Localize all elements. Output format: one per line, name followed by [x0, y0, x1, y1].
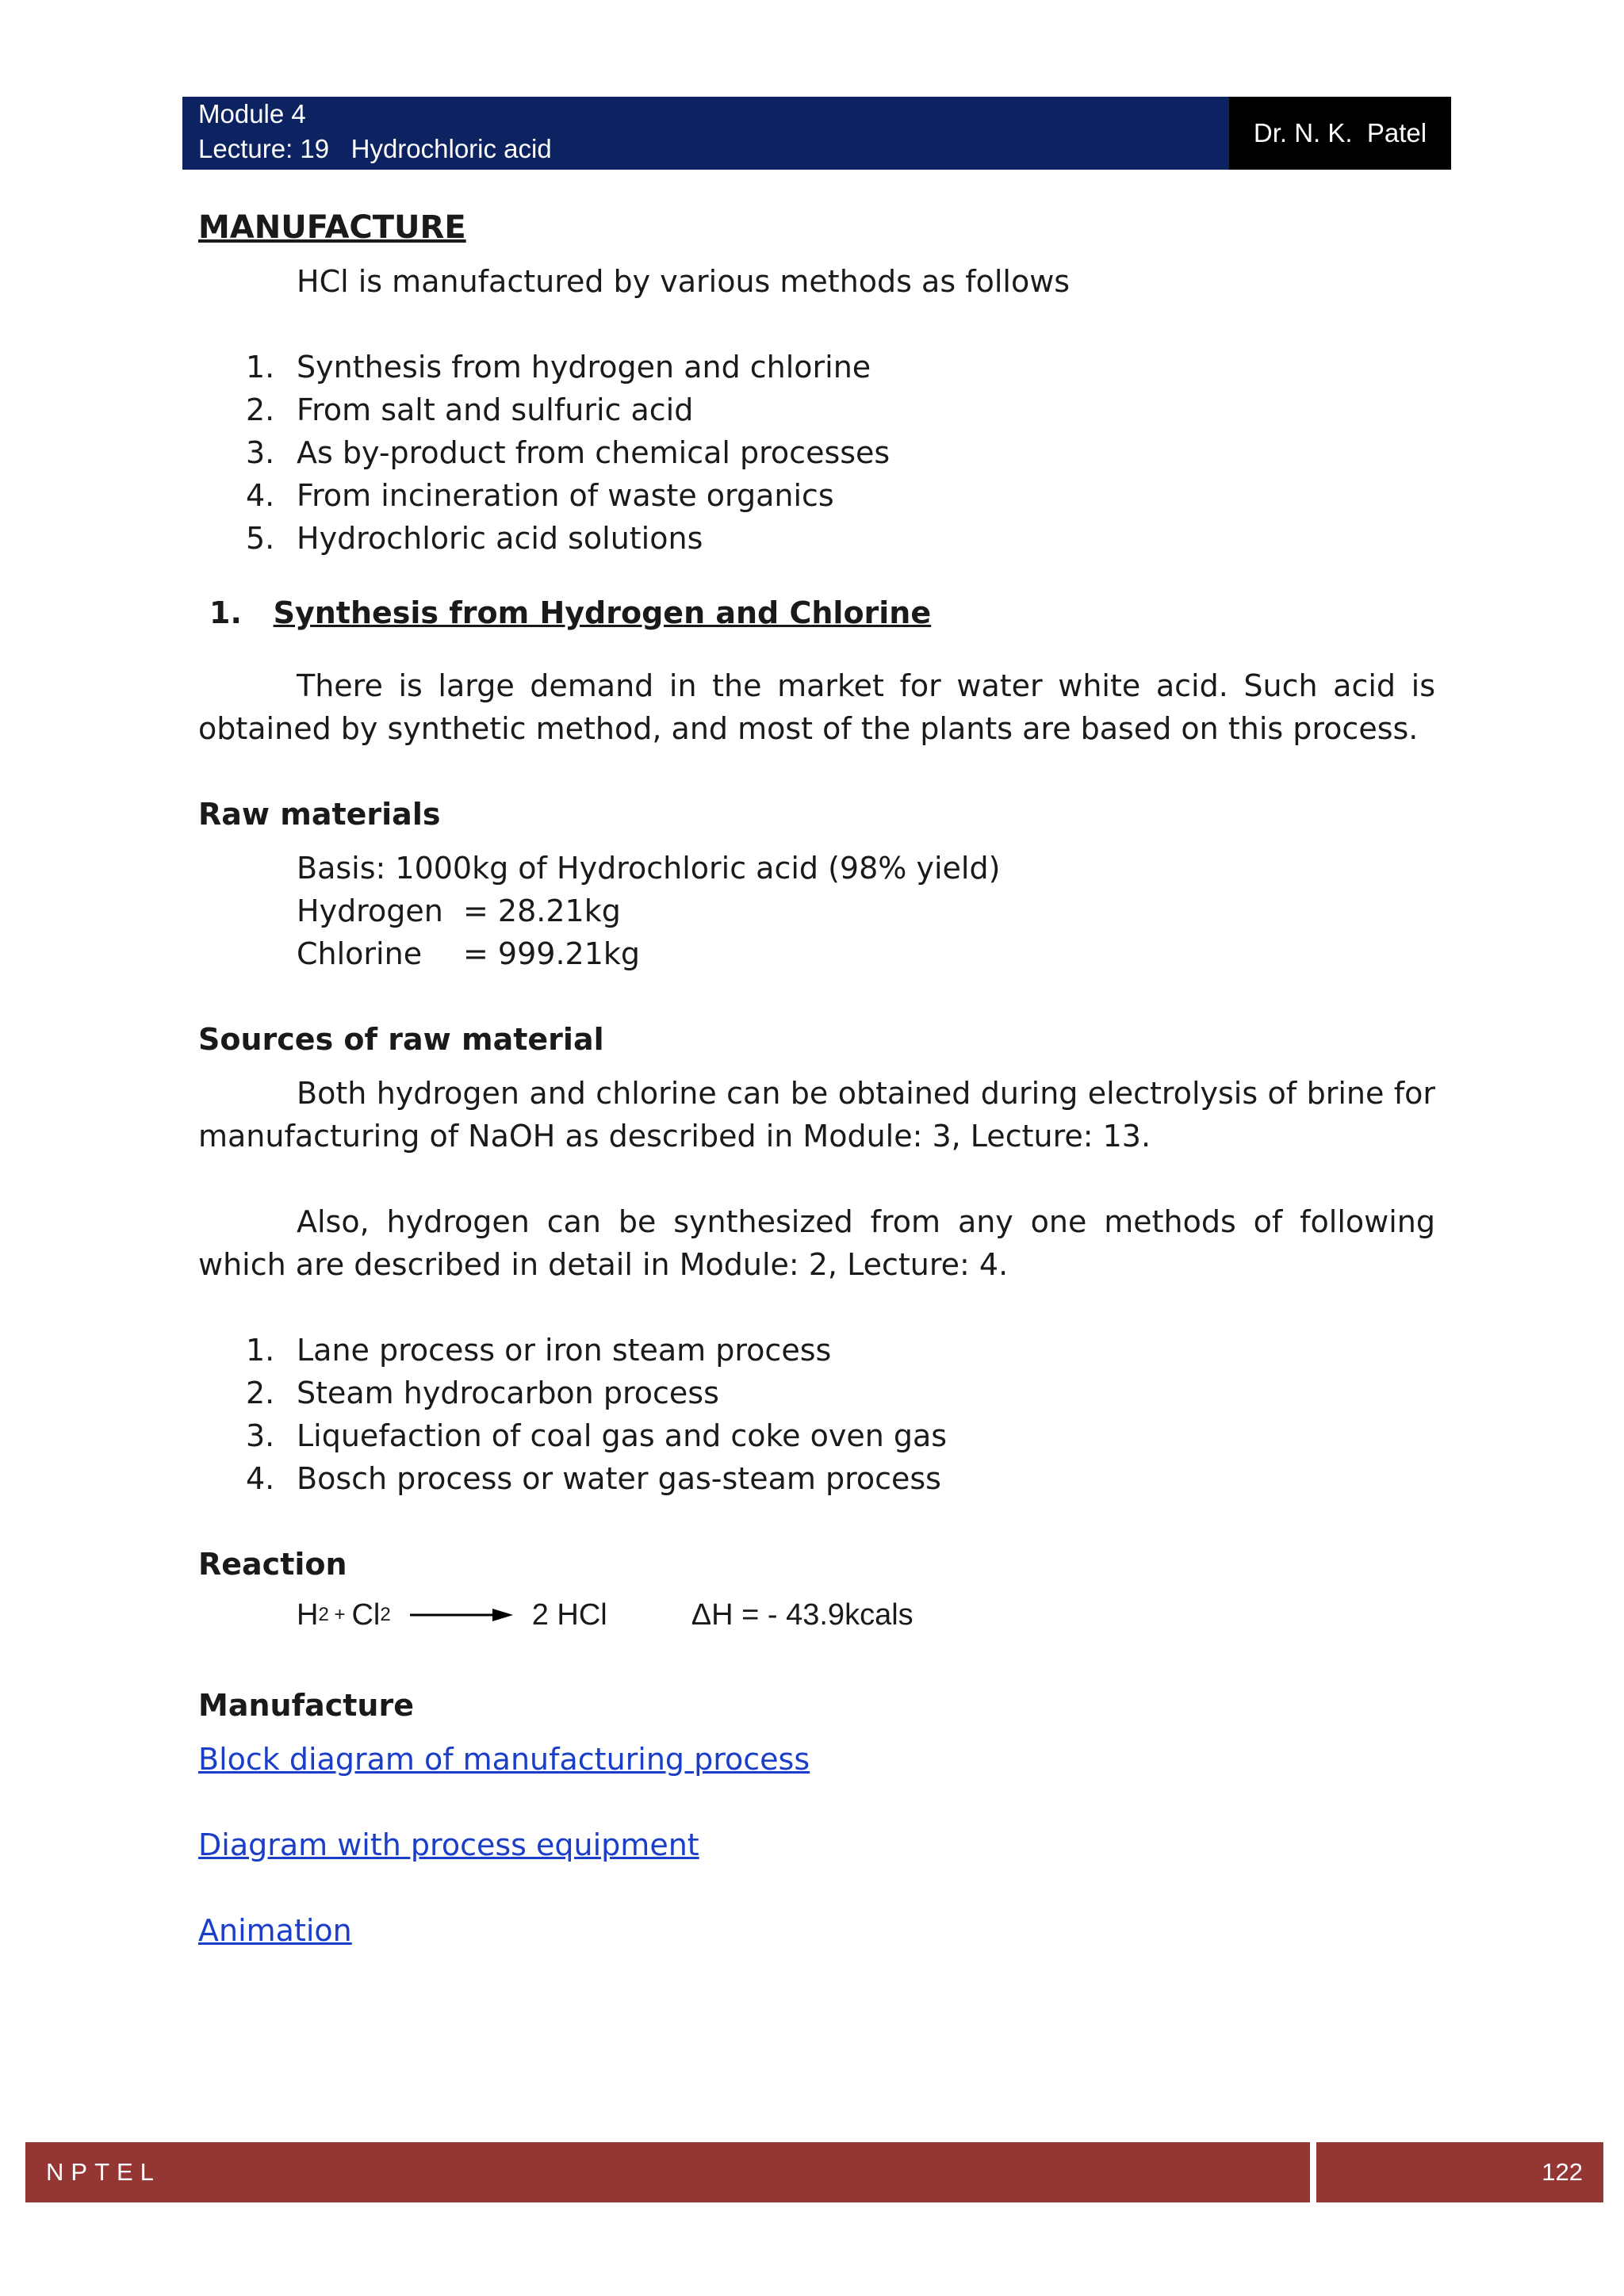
header-lecture: Lecture: 19 Hydrochloric acid [198, 134, 552, 163]
synthesis-paragraph: There is large demand in the market for water white acid. Such acid is obtained by synthetic method, and most of the plants are based on this process. [198, 668, 1435, 746]
block-diagram-link[interactable]: Block diagram of manufacturing process [198, 1742, 810, 1777]
reaction-product: 2 HCl [531, 1598, 607, 1632]
animation-link[interactable]: Animation [198, 1913, 352, 1948]
sources-paragraph-1: Both hydrogen and chlorine can be obtained during electrolysis of brine for manufacturing of NaOH as described in Module: 3, Lecture: 13. [198, 1076, 1435, 1154]
raw-material-row: Hydrogen = 28.21kg [297, 894, 621, 928]
list-item: 1. Lane process or iron steam process [246, 1333, 832, 1368]
raw-materials-heading: Raw materials [198, 797, 441, 832]
list-item: 4. Bosch process or water gas-steam process [246, 1461, 941, 1496]
header-module-bar [182, 97, 1229, 170]
subsection-number: 1. [209, 595, 242, 630]
reaction-enthalpy: ΔH = - 43.9kcals [691, 1598, 914, 1632]
list-item: 4. From incineration of waste organics [246, 478, 834, 513]
sources-paragraph-2: Also, hydrogen can be synthesized from any one methods of following which are described in detail in Module: 2, Lecture: 4. [198, 1204, 1435, 1282]
reactant-h-sub: 2 + [318, 1604, 346, 1625]
list-item: 3. As by-product from chemical processes [246, 435, 891, 470]
list-item: 5. Hydrochloric acid solutions [246, 521, 703, 556]
reaction-arrow-icon [410, 1607, 513, 1623]
section-title: MANUFACTURE [198, 209, 466, 246]
list-item: 1. Synthesis from hydrogen and chlorine [246, 350, 871, 385]
list-item: 2. From salt and sulfuric acid [246, 392, 694, 427]
basis-text: Basis: 1000kg of Hydrochloric acid (98% yield) [297, 851, 1001, 886]
page-number: 122 [1542, 2158, 1583, 2186]
reactant-cl-sub: 2 [380, 1604, 391, 1625]
page-content [198, 206, 1435, 1952]
hydrogen-methods-list [198, 1329, 1435, 1500]
list-item: 3. Liquefaction of coal gas and coke oven gas [246, 1418, 948, 1453]
footer-page-box [1316, 2142, 1603, 2202]
reactant-cl: Cl [351, 1598, 381, 1632]
reaction-equation [198, 1594, 1435, 1636]
subsection-heading [198, 591, 1435, 634]
footer-nptel: NPTEL [46, 2158, 161, 2186]
subsection-title: Synthesis from Hydrogen and Chlorine [273, 595, 932, 630]
footer-nptel-bar [25, 2142, 1310, 2202]
process-equipment-diagram-link[interactable]: Diagram with process equipment [198, 1827, 699, 1862]
list-item: 2. Steam hydrocarbon process [246, 1376, 719, 1410]
manufacture-heading: Manufacture [198, 1688, 414, 1723]
intro-text: HCl is manufactured by various methods as follows [297, 264, 1071, 299]
header-author: Dr. N. K. Patel [1253, 118, 1427, 147]
header-module: Module 4 [198, 99, 306, 128]
sources-heading: Sources of raw material [198, 1022, 604, 1057]
header-author-box [1229, 97, 1451, 170]
reaction-heading: Reaction [198, 1547, 347, 1582]
methods-list [198, 346, 1435, 560]
reactant-h: H [297, 1598, 319, 1632]
raw-material-row: Chlorine = 999.21kg [297, 936, 641, 971]
